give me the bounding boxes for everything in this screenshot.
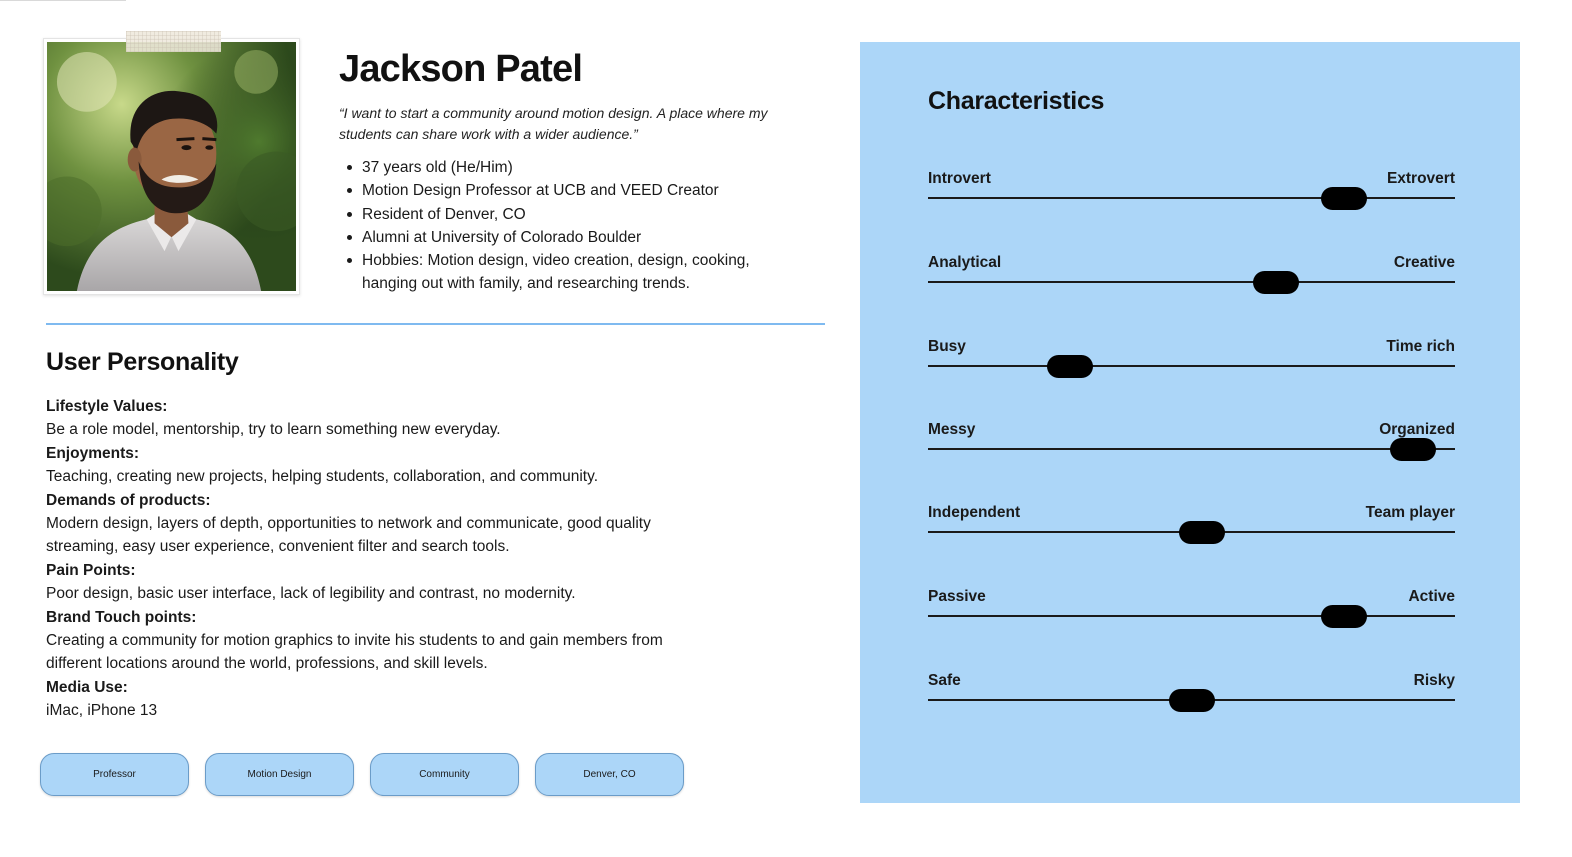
personality-list: [46, 395, 746, 723]
trait-left-label: Independent: [928, 504, 1021, 521]
tape-strip-icon: [126, 31, 221, 52]
tag-location[interactable]: Denver, CO: [535, 753, 684, 796]
trait-slider-knob[interactable]: [1179, 521, 1225, 544]
characteristics-panel: [860, 42, 1520, 803]
fact-item: Resident of Denver, CO: [362, 203, 792, 226]
trait-independent-team-player: [928, 504, 1455, 544]
persona-facts: [362, 156, 792, 296]
enjoyments-label: Enjoyments:: [46, 444, 140, 462]
trait-slider-track: [928, 281, 1455, 283]
fact-item: Hobbies: Motion design, video creation, design, cooking, hanging out with family, and researching trends.: [362, 249, 792, 296]
trait-slider-knob[interactable]: [1169, 689, 1215, 712]
trait-left-label: Busy: [928, 338, 966, 355]
trait-safe-risky: [928, 672, 1455, 712]
trait-slider-knob[interactable]: [1390, 438, 1436, 461]
trait-right-label: Extrovert: [1386, 170, 1455, 187]
section-divider: [46, 323, 825, 325]
demands-text: Modern design, layers of depth, opportunities to network and communicate, good quality streaming, easy user experience, convenient filter and search tools.: [46, 515, 651, 556]
trait-slider-knob[interactable]: [1321, 187, 1367, 210]
trait-slider-track: [928, 365, 1455, 367]
trait-left-label: Analytical: [928, 254, 1002, 271]
tag-list: [40, 753, 684, 796]
trait-left-label: Introvert: [928, 170, 991, 187]
brand-touch-points-text: Creating a community for motion graphics to invite his students to and gain members from different locations around the world, professions, and skill levels.: [46, 632, 663, 673]
characteristics-title: Characteristics: [928, 87, 1105, 115]
fact-item: Alumni at University of Colorado Boulder: [362, 226, 792, 249]
media-use-label: Media Use:: [46, 678, 128, 696]
trait-introvert-extrovert: [928, 170, 1455, 210]
tag-motion-design[interactable]: Motion Design: [205, 753, 354, 796]
trait-analytical-creative: [928, 254, 1455, 294]
tag-professor[interactable]: Professor: [40, 753, 189, 796]
fact-item: Motion Design Professor at UCB and VEED Creator: [362, 179, 792, 202]
trait-slider-track: [928, 615, 1455, 617]
trait-slider-knob[interactable]: [1047, 355, 1093, 378]
demands-label: Demands of products:: [46, 491, 211, 509]
trait-slider-knob[interactable]: [1321, 605, 1367, 628]
trait-right-label: Risky: [1413, 672, 1455, 689]
lifestyle-values-text: Be a role model, mentorship, try to learn something new everyday.: [46, 421, 501, 439]
trait-slider-track: [928, 448, 1455, 450]
trait-busy-time-rich: [928, 338, 1455, 378]
personality-title: User Personality: [46, 348, 239, 376]
persona-quote: “I want to start a community around motion design. A place where my students can share work with a wider audience.”: [339, 105, 768, 142]
trait-slider-track: [928, 197, 1455, 199]
trait-right-label: Active: [1408, 588, 1455, 605]
fact-item: 37 years old (He/Him): [362, 156, 792, 179]
pain-points-label: Pain Points:: [46, 561, 136, 579]
pain-points-text: Poor design, basic user interface, lack of legibility and contrast, no modernity.: [46, 585, 576, 603]
trait-right-label: Creative: [1393, 254, 1455, 271]
trait-passive-active: [928, 588, 1455, 628]
trait-messy-organized: [928, 421, 1455, 461]
trait-right-label: Time rich: [1386, 338, 1455, 355]
trait-slider-knob[interactable]: [1253, 271, 1299, 294]
tag-community[interactable]: Community: [370, 753, 519, 796]
trait-right-label: Organized: [1379, 421, 1455, 438]
persona-name: Jackson Patel: [339, 48, 583, 90]
trait-left-label: Safe: [928, 672, 961, 689]
lifestyle-values-label: Lifestyle Values:: [46, 398, 168, 415]
enjoyments-text: Teaching, creating new projects, helping students, collaboration, and community.: [46, 468, 598, 486]
top-rule: [0, 0, 126, 1]
trait-left-label: Passive: [928, 588, 986, 605]
trait-left-label: Messy: [928, 421, 976, 438]
trait-right-label: Team player: [1365, 504, 1455, 521]
media-use-text: iMac, iPhone 13: [46, 702, 158, 720]
brand-touch-points-label: Brand Touch points:: [46, 608, 197, 626]
profile-photo-frame: [43, 38, 300, 295]
portrait-photo-icon: [47, 42, 296, 291]
